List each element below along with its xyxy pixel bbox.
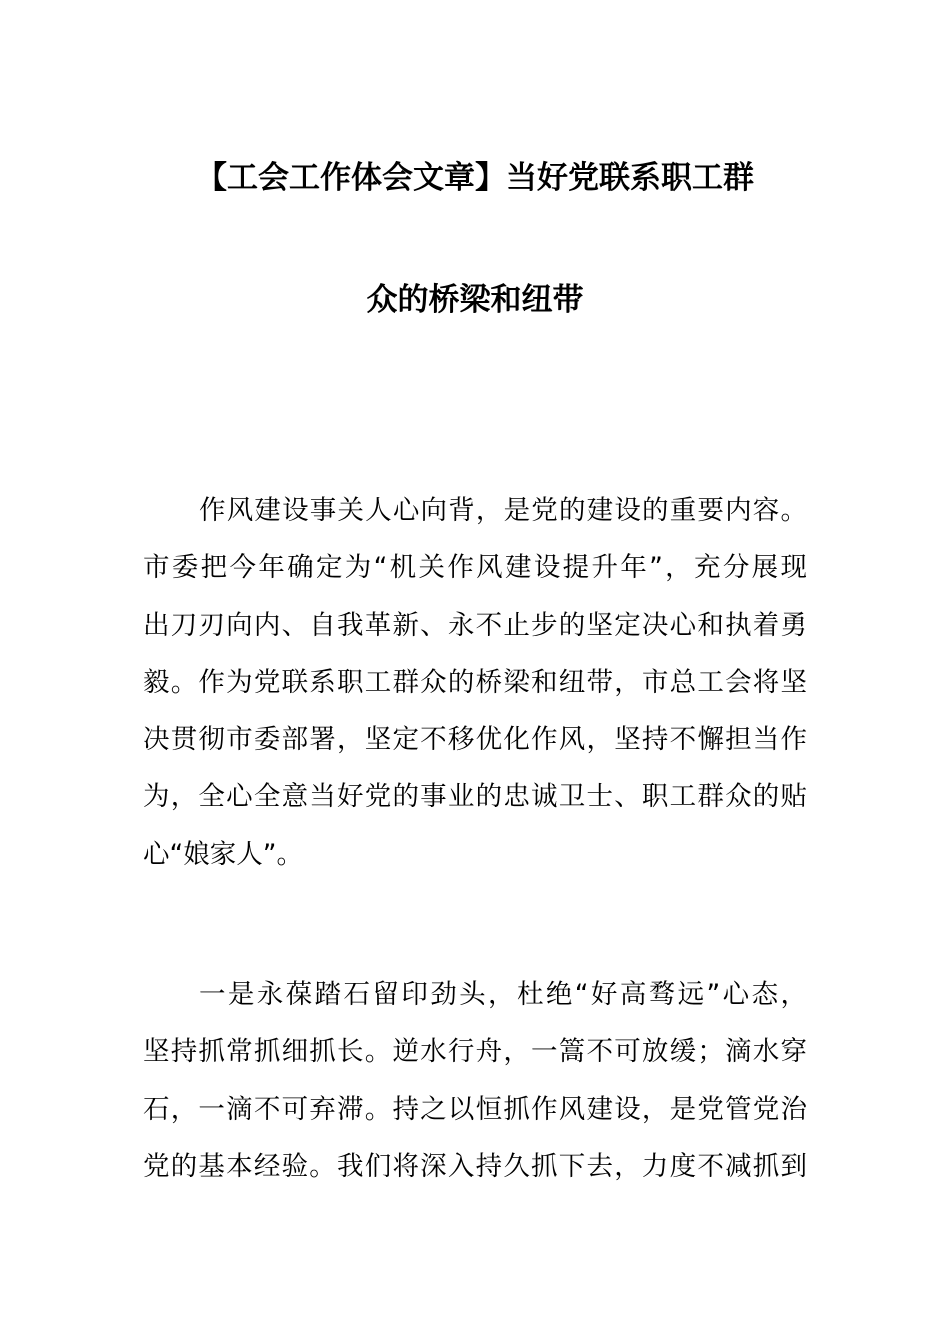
paragraph-line: 党的基本经验。我们将深入持久抓下去，力度不减抓到 (143, 1150, 807, 1182)
body-paragraph-2 (143, 966, 807, 1195)
document-title-line-2: 众的桥梁和纽带 (366, 282, 584, 318)
paragraph-line: 坚持抓常抓细抓长。逆水行舟，一篙不可放缓；滴水穿 (143, 1036, 807, 1068)
paragraph-line: 毅。作为党联系职工群众的桥梁和纽带，市总工会将坚 (143, 666, 807, 698)
paragraph-line: 决贯彻市委部署，坚定不移优化作风，坚持不懈担当作 (143, 724, 807, 756)
paragraph-line: 为，全心全意当好党的事业的忠诚卫士、职工群众的贴 (143, 781, 807, 813)
paragraph-line: 石，一滴不可弃滞。持之以恒抓作风建设，是党管党治 (143, 1093, 807, 1125)
document-title-line-1: 【工会工作体会文章】当好党联系职工群 (196, 160, 754, 196)
paragraph-line: 心“娘家人”。 (143, 838, 303, 870)
body-paragraph-1 (143, 482, 807, 883)
paragraph-line: 市委把今年确定为“机关作风建设提升年”，充分展现 (143, 552, 807, 584)
paragraph-line: 作风建设事关人心向背，是党的建设的重要内容。 (199, 495, 807, 526)
paragraph-line: 一是永葆踏石留印劲头，杜绝“好高骛远”心态， (199, 979, 807, 1010)
paragraph-line: 出刀刃向内、自我革新、永不止步的坚定决心和执着勇 (143, 609, 807, 641)
